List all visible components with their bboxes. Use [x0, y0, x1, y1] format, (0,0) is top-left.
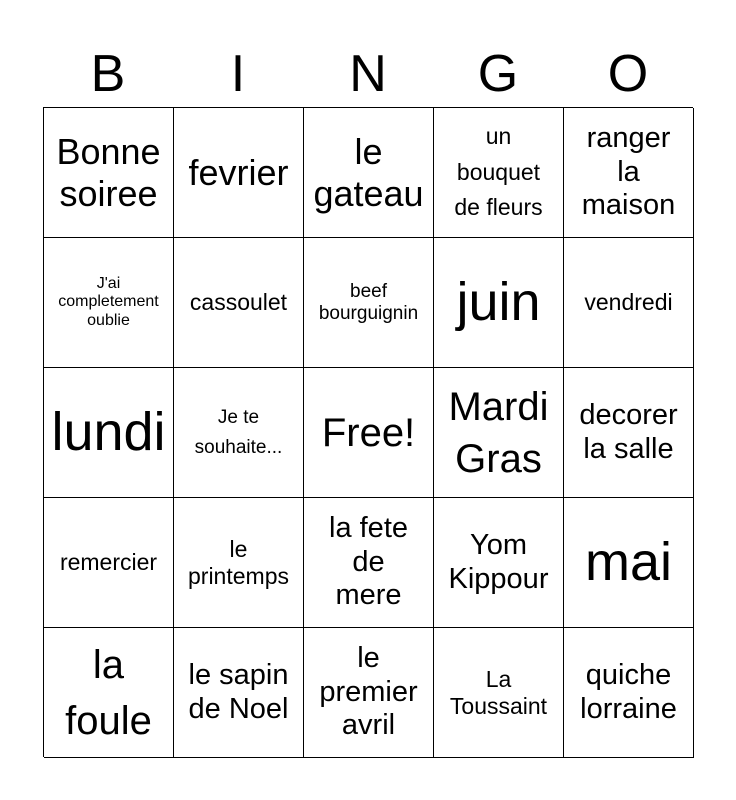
- cell-label: quiche lorraine: [580, 659, 677, 725]
- bingo-cell-r4-c2[interactable]: [174, 498, 304, 628]
- header-letter-g: G: [477, 45, 519, 103]
- bingo-cell-r3-c5[interactable]: [564, 368, 694, 498]
- cell-label: un bouquet de fleurs: [454, 123, 543, 221]
- bingo-cell-r5-c2[interactable]: [174, 628, 304, 758]
- bingo-cell-r3-c4[interactable]: [434, 368, 564, 498]
- cell-label: Je te souhaite...: [194, 407, 283, 458]
- bingo-cell-r3-c1[interactable]: [44, 368, 174, 498]
- cell-label: remercier: [59, 549, 158, 576]
- cell-label: mai: [584, 532, 672, 593]
- cell-label: cassoulet: [189, 289, 288, 316]
- bingo-cell-r2-c1[interactable]: [44, 238, 174, 368]
- cell-label: fevrier: [188, 151, 289, 193]
- cell-label: le sapin de Noel: [188, 659, 289, 725]
- bingo-cell-r1-c5[interactable]: [564, 108, 694, 238]
- cell-label: Bonne soiree: [56, 131, 161, 214]
- cell-label: beef bourguignin: [318, 280, 419, 324]
- cell-label: Yom Kippour: [448, 529, 549, 595]
- bingo-cell-r2-c4[interactable]: [434, 238, 564, 368]
- bingo-cell-r5-c3[interactable]: [304, 628, 434, 758]
- bingo-cell-r4-c5[interactable]: [564, 498, 694, 628]
- cell-label: J'ai completement oublie: [58, 274, 159, 329]
- cell-label: juin: [456, 272, 541, 333]
- bingo-cell-r3-c2[interactable]: [174, 368, 304, 498]
- bingo-header: [43, 40, 693, 108]
- header-letter-b: B: [90, 45, 126, 103]
- cell-label: lundi: [51, 402, 166, 463]
- bingo-cell-r1-c2[interactable]: [174, 108, 304, 238]
- cell-label: Free!: [321, 410, 416, 455]
- cell-label: vendredi: [584, 289, 673, 316]
- bingo-cell-r5-c1[interactable]: [44, 628, 174, 758]
- bingo-cell-r5-c5[interactable]: [564, 628, 694, 758]
- bingo-cell-r1-c3[interactable]: [304, 108, 434, 238]
- bingo-cell-r4-c3[interactable]: [304, 498, 434, 628]
- header-letter-n: N: [349, 45, 387, 103]
- bingo-cell-r5-c4[interactable]: [434, 628, 564, 758]
- cell-label: la fete de mere: [329, 512, 408, 612]
- cell-label: decorer la salle: [579, 399, 678, 465]
- cell-label: le premier avril: [319, 642, 418, 742]
- bingo-cell-r2-c5[interactable]: [564, 238, 694, 368]
- cell-label: le gateau: [313, 131, 424, 214]
- bingo-cell-r4-c4[interactable]: [434, 498, 564, 628]
- cell-label: La Toussaint: [449, 666, 548, 719]
- cell-label: ranger la maison: [581, 122, 676, 222]
- cell-label: le printemps: [188, 536, 289, 589]
- bingo-cell-r1-c1[interactable]: [44, 108, 174, 238]
- header-letter-o: O: [607, 45, 649, 103]
- bingo-board: [43, 107, 693, 757]
- bingo-cell-r2-c3[interactable]: [304, 238, 434, 368]
- header-letter-i: I: [230, 45, 246, 103]
- bingo-cell-r2-c2[interactable]: [174, 238, 304, 368]
- bingo-cell-r4-c1[interactable]: [44, 498, 174, 628]
- cell-label: Mardi Gras: [448, 384, 549, 481]
- bingo-cell-r3-c3[interactable]: [304, 368, 434, 498]
- bingo-cell-r1-c4[interactable]: [434, 108, 564, 238]
- cell-label: la foule: [65, 642, 152, 743]
